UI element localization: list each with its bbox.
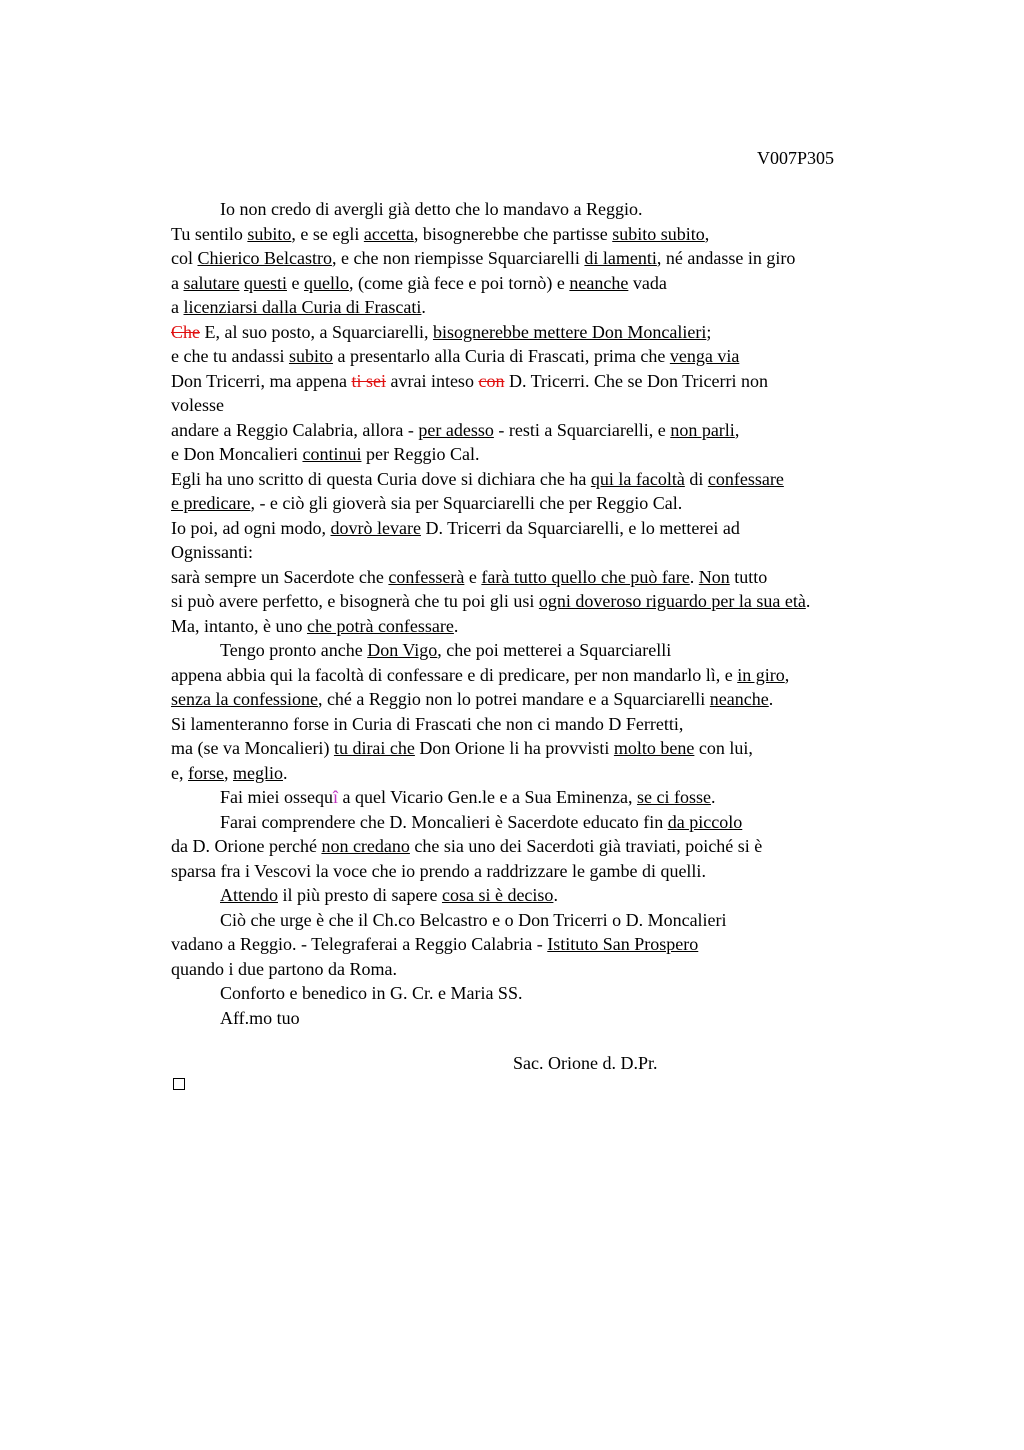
text-run: .: [453, 615, 459, 636]
text-run: Aff.mo tuo: [220, 1007, 300, 1028]
text-run: .: [768, 689, 774, 709]
underlined-text: per adesso: [418, 419, 494, 440]
text-run: a presentarlo alla Curia di Frascati, prima che: [332, 346, 670, 366]
letter-line: [171, 369, 931, 394]
text-run: , (come già fece e poi tornò) e: [348, 272, 570, 293]
letter-line: [171, 859, 931, 884]
text-run: .: [282, 762, 288, 783]
underlined-text: farà tutto quello che può fare: [481, 566, 690, 587]
text-run: il più presto di sapere: [278, 885, 442, 905]
letter-line: [171, 932, 931, 957]
letter-line: [171, 418, 931, 443]
text-run: col: [171, 248, 198, 268]
text-run: Si lamenteranno forse in Curia di Frascati che non ci mando D Ferretti,: [171, 713, 684, 734]
text-run: Don Tricerri, ma appena: [171, 370, 352, 391]
text-run: tutto: [729, 566, 768, 587]
text-run: Farai comprendere che D. Moncalieri è Sacerdote educato fin: [220, 811, 668, 832]
struck-text: Che: [171, 321, 200, 342]
underlined-text: se ci fosse: [636, 787, 711, 807]
underlined-text: non parli: [670, 419, 735, 440]
text-run: Ciò che urge è che il Ch.co Belcastro e o Don Tricerri o D. Moncalieri: [220, 909, 727, 930]
text-run: .: [805, 591, 811, 611]
letter-line: [171, 761, 931, 786]
text-run: e: [286, 272, 304, 293]
letter-line: [171, 981, 931, 1006]
letter-line: [171, 614, 931, 639]
struck-text: con: [478, 370, 505, 391]
text-run: Conforto e benedico in G. Cr. e Maria SS.: [220, 983, 523, 1003]
text-run: ,: [704, 223, 710, 244]
text-run: D. Tricerri. Che se Don Tricerri non: [504, 370, 768, 391]
text-run: vadano a Reggio. - Telegraferai a Reggio Calabria -: [171, 934, 548, 954]
underlined-text: questi: [243, 272, 287, 293]
text-run: ;: [706, 321, 712, 342]
end-mark-box: [173, 1078, 185, 1090]
text-run: per Reggio Cal.: [361, 444, 480, 464]
underlined-text: neanche: [709, 689, 769, 709]
letter-line: [171, 516, 931, 541]
underlined-text: cosa si è deciso: [441, 885, 554, 905]
text-run: e: [464, 566, 482, 587]
letter-line: [171, 883, 931, 908]
letter-line: [171, 663, 931, 688]
underlined-text: non credano: [321, 836, 410, 856]
underlined-text: quello: [303, 272, 349, 293]
text-run: Io non credo di avergli già detto che lo mandavo a Reggio.: [220, 199, 643, 219]
text-run: ma (se va Moncalieri): [171, 738, 334, 758]
letter-line: [171, 540, 931, 565]
text-run: a: [171, 272, 184, 293]
text-run: , - e ciò gli gioverà sia per Squarciarelli che per Reggio Cal.: [250, 493, 683, 513]
text-run: appena abbia qui la facoltà di confessare e di predicare, per non mandarlo lì, e: [171, 664, 738, 685]
text-run: di: [684, 468, 708, 489]
underlined-text: ogni doveroso riguardo per la sua età: [538, 591, 806, 611]
letter-line: [171, 785, 931, 810]
underlined-text: confessare: [707, 468, 784, 489]
letter-line: [171, 393, 931, 418]
letter-line: [171, 736, 931, 761]
text-run: Egli ha uno scritto di questa Curia dove si dichiara che ha: [171, 468, 591, 489]
underlined-text: Don Vigo: [367, 640, 438, 660]
letter-line: [171, 344, 931, 369]
text-run: ,: [734, 419, 740, 440]
text-run: ,: [223, 762, 233, 783]
letter-line: [171, 222, 931, 247]
underlined-text: forse: [188, 762, 224, 783]
text-run: , bisognerebbe che partisse: [413, 223, 613, 244]
text-run: con lui,: [694, 738, 753, 758]
text-run: andare a Reggio Calabria, allora -: [171, 419, 419, 440]
underlined-text: tu dirai che: [333, 738, 415, 758]
underlined-text: subito: [288, 346, 333, 366]
text-run: .: [421, 297, 426, 317]
underlined-text: e predicare: [171, 493, 251, 513]
underlined-text: accetta: [363, 223, 414, 244]
underlined-text: Chierico Belcastro: [197, 248, 332, 268]
underlined-text: Attendo: [220, 885, 278, 905]
letter-line: [171, 467, 931, 492]
underlined-text: Istituto San Prospero: [547, 934, 699, 954]
letter-line: [171, 589, 931, 614]
text-run: vada: [628, 272, 667, 293]
text-run: volesse: [171, 395, 224, 415]
underlined-text: dovrò levare: [330, 517, 421, 538]
text-run: a: [171, 297, 184, 317]
underlined-text: meglio: [232, 762, 283, 783]
signature: Sac. Orione d. D.Pr.: [513, 1053, 658, 1073]
text-run: E, al suo posto, a Squarciarelli,: [200, 321, 433, 342]
text-run: Ognissanti:: [171, 542, 254, 562]
underlined-text: salutare: [183, 272, 240, 293]
letter-line: [171, 712, 931, 737]
letter-line: [171, 687, 931, 712]
text-run: sparsa fra i Vescovi la voce che io prendo a raddrizzare le gambe di quelli.: [171, 860, 706, 881]
letter-line: [171, 320, 931, 345]
text-run: Tengo pronto anche: [220, 640, 368, 660]
text-run: Io poi, ad ogni modo,: [171, 517, 331, 538]
text-run: Tu sentilo: [171, 223, 248, 244]
text-run: da D. Orione perché: [171, 836, 322, 856]
letter-line: [171, 810, 931, 835]
text-run: - resti a Squarciarelli, e: [493, 419, 671, 440]
letter-body: [171, 197, 931, 1030]
text-run: e,: [171, 762, 188, 783]
underlined-text: da piccolo: [667, 811, 743, 832]
letter-line: [171, 957, 931, 982]
text-run: Don Orione li ha provvisti: [414, 738, 614, 758]
marked-text: î: [333, 787, 339, 807]
underlined-text: licenziarsi dalla Curia di Frascati: [183, 297, 422, 317]
text-run: e Don Moncalieri: [171, 444, 303, 464]
text-run: .: [553, 885, 558, 905]
text-run: , ché a Reggio non lo potrei mandare e a Squarciarelli: [317, 689, 710, 709]
text-run: , né andasse in giro: [656, 248, 796, 268]
text-run: e che tu andassi: [171, 346, 289, 366]
underlined-text: senza la confessione: [171, 689, 318, 709]
struck-text: ti sei: [351, 370, 386, 391]
letter-line: [171, 565, 931, 590]
text-run: che sia uno dei Sacerdoti già traviati, poiché si è: [409, 836, 763, 856]
letter-line: [171, 197, 931, 222]
text-run: Ma, intanto, è uno: [171, 615, 307, 636]
page-identifier: V007P305: [757, 148, 835, 168]
underlined-text: che potrà confessare: [306, 615, 454, 636]
letter-line: [171, 491, 931, 516]
underlined-text: molto bene: [613, 738, 695, 758]
letter-line: [171, 271, 931, 296]
letter-line: [171, 1006, 931, 1031]
letter-line: [171, 908, 931, 933]
underlined-text: subito subito: [612, 223, 705, 244]
underlined-text: qui la facoltà: [590, 468, 685, 489]
letter-line: [171, 638, 931, 663]
text-run: si può avere perfetto, e bisognerà che tu poi gli usi: [171, 591, 539, 611]
underlined-text: bisognerebbe mettere Don Moncalieri: [432, 321, 707, 342]
letter-line: [171, 834, 931, 859]
text-run: .: [710, 787, 716, 807]
underlined-text: Non: [698, 566, 730, 587]
letter-line: [171, 246, 931, 271]
text-run: .: [689, 566, 699, 587]
text-run: Fai miei ossequ: [220, 787, 333, 807]
underlined-text: neanche: [569, 272, 629, 293]
underlined-text: confesserà: [388, 566, 465, 587]
underlined-text: di lamenti: [584, 248, 657, 268]
underlined-text: in giro: [737, 664, 785, 685]
text-run: avrai inteso: [385, 370, 479, 391]
text-run: , e se egli: [291, 223, 364, 244]
text-run: ,: [784, 664, 790, 685]
underlined-text: subito: [247, 223, 292, 244]
underlined-text: continui: [302, 444, 362, 464]
letter-line: [171, 442, 931, 467]
underlined-text: venga via: [669, 346, 740, 366]
text-run: sarà sempre un Sacerdote che: [171, 566, 389, 587]
text-run: , e che non riempisse Squarciarelli: [331, 248, 585, 268]
text-run: D. Tricerri da Squarciarelli, e lo metterei ad: [420, 517, 740, 538]
text-run: quando i due partono da Roma.: [171, 958, 397, 979]
letter-line: [171, 295, 931, 320]
text-run: a quel Vicario Gen.le e a Sua Eminenza,: [338, 787, 637, 807]
text-run: , che poi metterei a Squarciarelli: [437, 640, 672, 660]
